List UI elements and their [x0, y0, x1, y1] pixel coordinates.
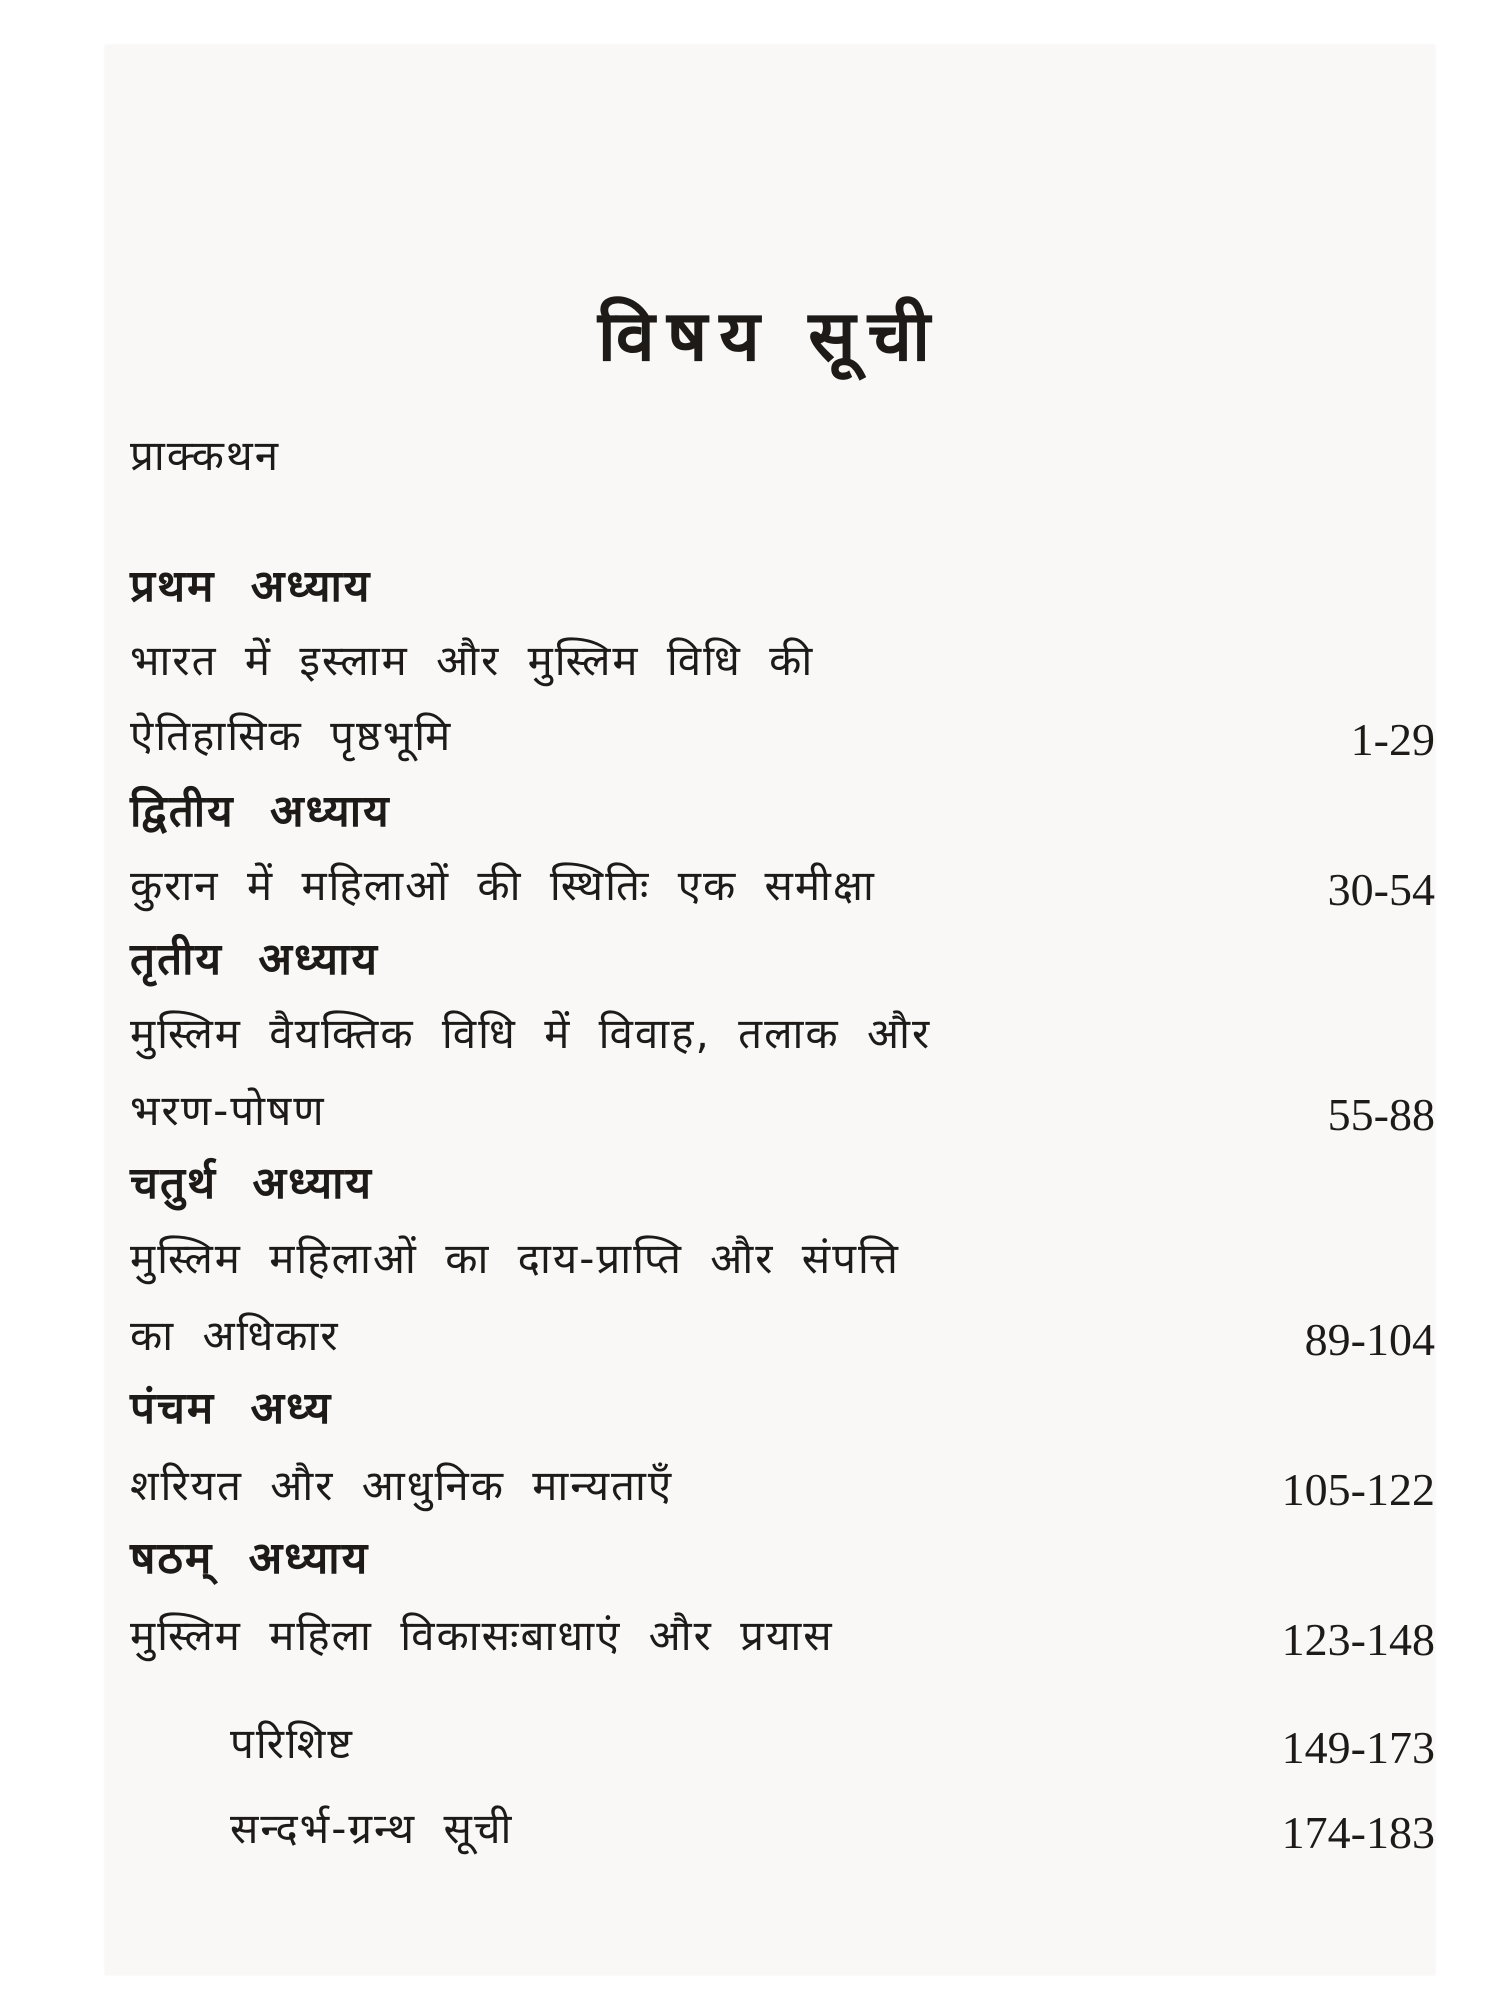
bibliography-label: सन्दर्भ-ग्रन्थ सूची: [230, 1804, 514, 1853]
chapter-4-title-line-2: का अधिकार: [130, 1311, 340, 1360]
appendix-pages: 149-173: [1281, 1722, 1435, 1773]
appendix-label: परिशिष्ट: [230, 1719, 354, 1768]
chapter-4-heading: चतुर्थ अध्याय: [130, 1158, 374, 1209]
chapter-4-pages: 89-104: [1304, 1314, 1435, 1365]
chapter-1-pages: 1-29: [1350, 714, 1435, 765]
chapter-3-title-line-1: मुस्लिम वैयक्तिक विधि में विवाह, तलाक और: [130, 1009, 932, 1058]
chapter-5-title-line-1: शरियत और आधुनिक मान्यताएँ: [130, 1461, 674, 1510]
toc-foreword: प्राक्कथन: [130, 431, 281, 480]
chapter-2-title-line-1: कुरान में महिलाओं की स्थितिः एक समीक्षा: [130, 861, 876, 910]
book-page: [105, 45, 1435, 1975]
chapter-2-pages: 30-54: [1327, 864, 1435, 915]
chapter-5-heading: पंचम अध्य: [130, 1383, 333, 1434]
chapter-3-heading: तृतीय अध्याय: [130, 934, 379, 985]
chapter-5-pages: 105-122: [1281, 1464, 1435, 1515]
chapter-2-heading: द्वितीय अध्याय: [130, 786, 391, 837]
chapter-6-heading: षठम् अध्याय: [130, 1533, 370, 1584]
chapter-3-title-line-2: भरण-पोषण: [130, 1086, 326, 1135]
chapter-6-pages: 123-148: [1281, 1614, 1435, 1665]
page-title: विषय सूची: [597, 295, 943, 377]
chapter-3-pages: 55-88: [1327, 1089, 1435, 1140]
chapter-1-heading: प्रथम अध्याय: [130, 561, 372, 612]
chapter-1-title-line-2: ऐतिहासिक पृष्ठभूमि: [130, 711, 453, 760]
chapter-1-title-line-1: भारत में इस्लाम और मुस्लिम विधि की: [130, 636, 815, 685]
chapter-6-title-line-1: मुस्लिम महिला विकासःबाधाएं और प्रयास: [130, 1611, 834, 1660]
bibliography-pages: 174-183: [1281, 1807, 1435, 1858]
chapter-4-title-line-1: मुस्लिम महिलाओं का दाय-प्राप्ति और संपत्ति: [130, 1234, 900, 1283]
